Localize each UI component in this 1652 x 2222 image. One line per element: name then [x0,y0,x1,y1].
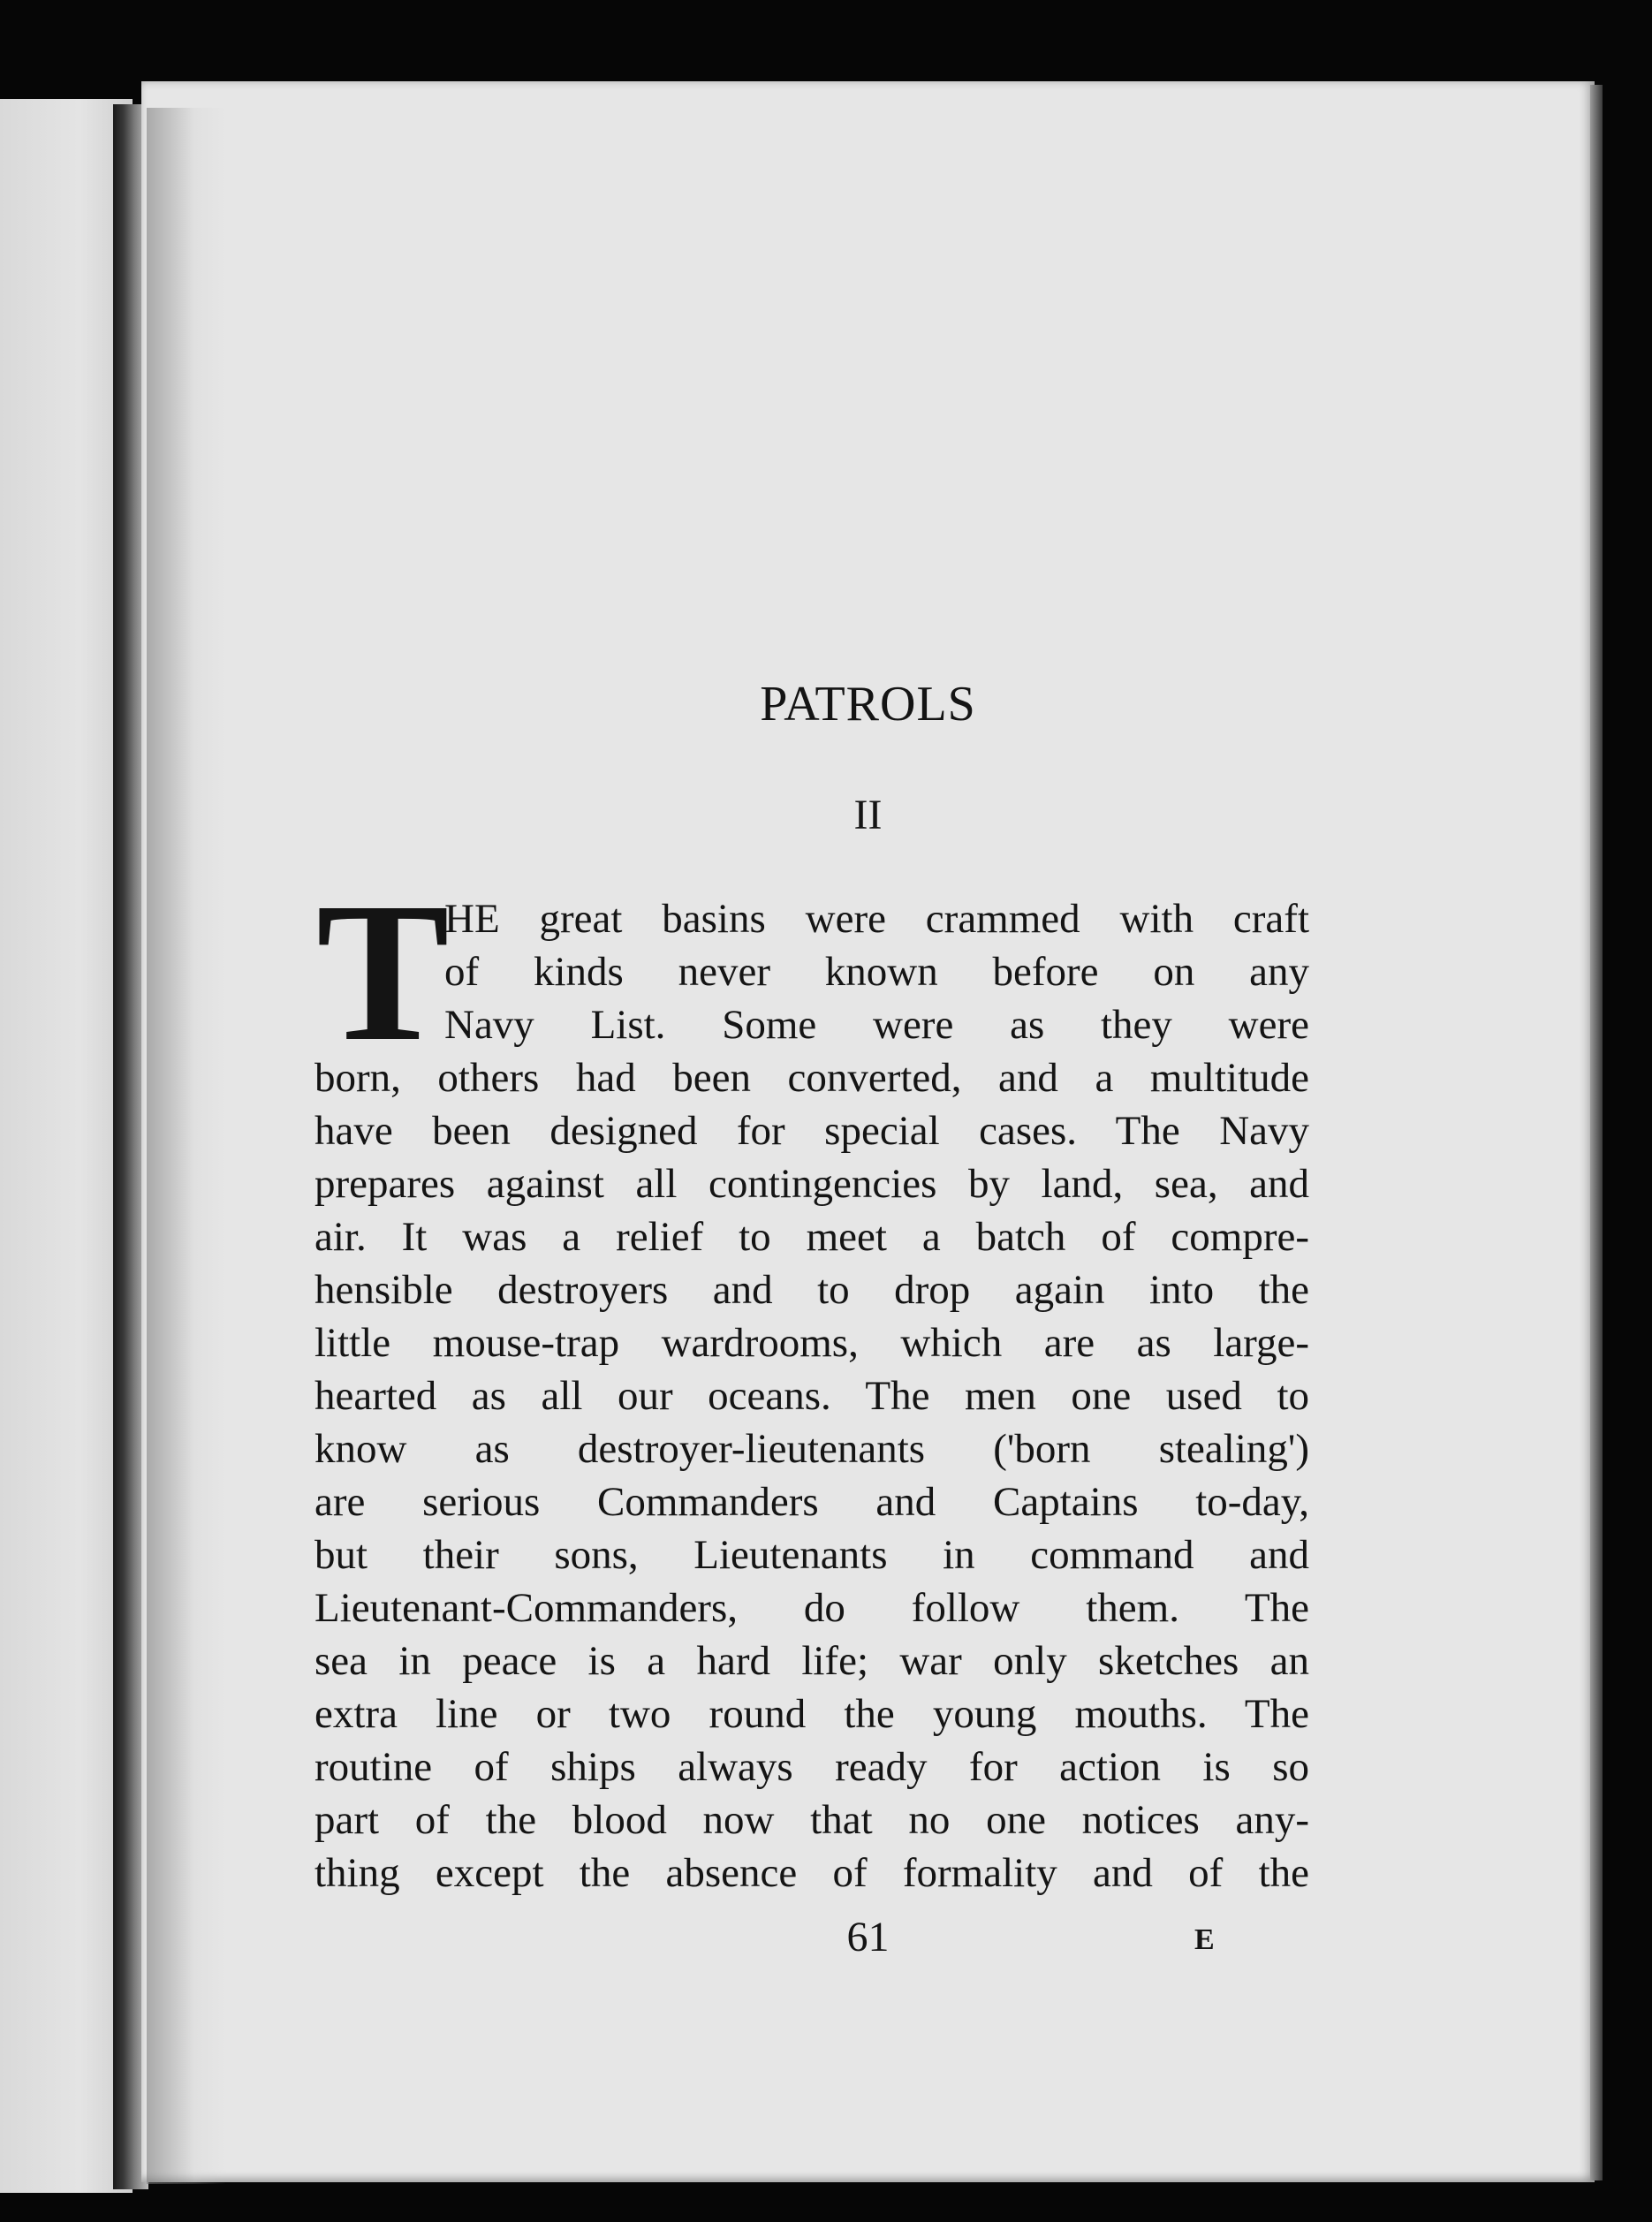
drop-cap: T [316,861,450,1082]
body-line: HE great basins were crammed with craft [444,896,1309,942]
body-line: little mouse-trap wardrooms, which are as large- [314,1320,1309,1366]
body-line: extra line or two round the young mouths. The [314,1691,1309,1737]
body-line: born, others had been converted, and a multitude [314,1055,1309,1101]
body-line: air. It was a relief to meet a batch of compre- [314,1214,1309,1260]
body-line: routine of ships always ready for action is so [314,1744,1309,1790]
chapter-title: PATROLS [760,677,976,732]
page-number: 61 [846,1914,890,1960]
body-line: Lieutenant-Commanders, do follow them. The [314,1585,1309,1631]
body-line: Navy List. Some were as they were [444,1002,1309,1048]
body-line: know as destroyer-lieutenants ('born stealing') [314,1426,1309,1472]
body-line: hearted as all our oceans. The men one used to [314,1373,1309,1419]
body-line: prepares against all contingencies by land, sea, and [314,1161,1309,1207]
page-right-edge [1590,85,1603,2180]
gutter-shadow [147,108,226,2184]
body-line: of kinds never known before on any [444,949,1309,995]
body-line: sea in peace is a hard life; war only sketches an [314,1638,1309,1684]
body-line: but their sons, Lieutenants in command and [314,1532,1309,1578]
body-line: part of the blood now that no one notices any- [314,1797,1309,1843]
body-line: thing except the absence of formality and of the [314,1850,1309,1896]
signature-mark: E [1194,1923,1216,1956]
body-line: hensible destroyers and to drop again into the [314,1267,1309,1313]
section-number: II [853,792,883,838]
body-line: are serious Commanders and Captains to-day, [314,1479,1309,1525]
body-line: have been designed for special cases. The Navy [314,1108,1309,1154]
